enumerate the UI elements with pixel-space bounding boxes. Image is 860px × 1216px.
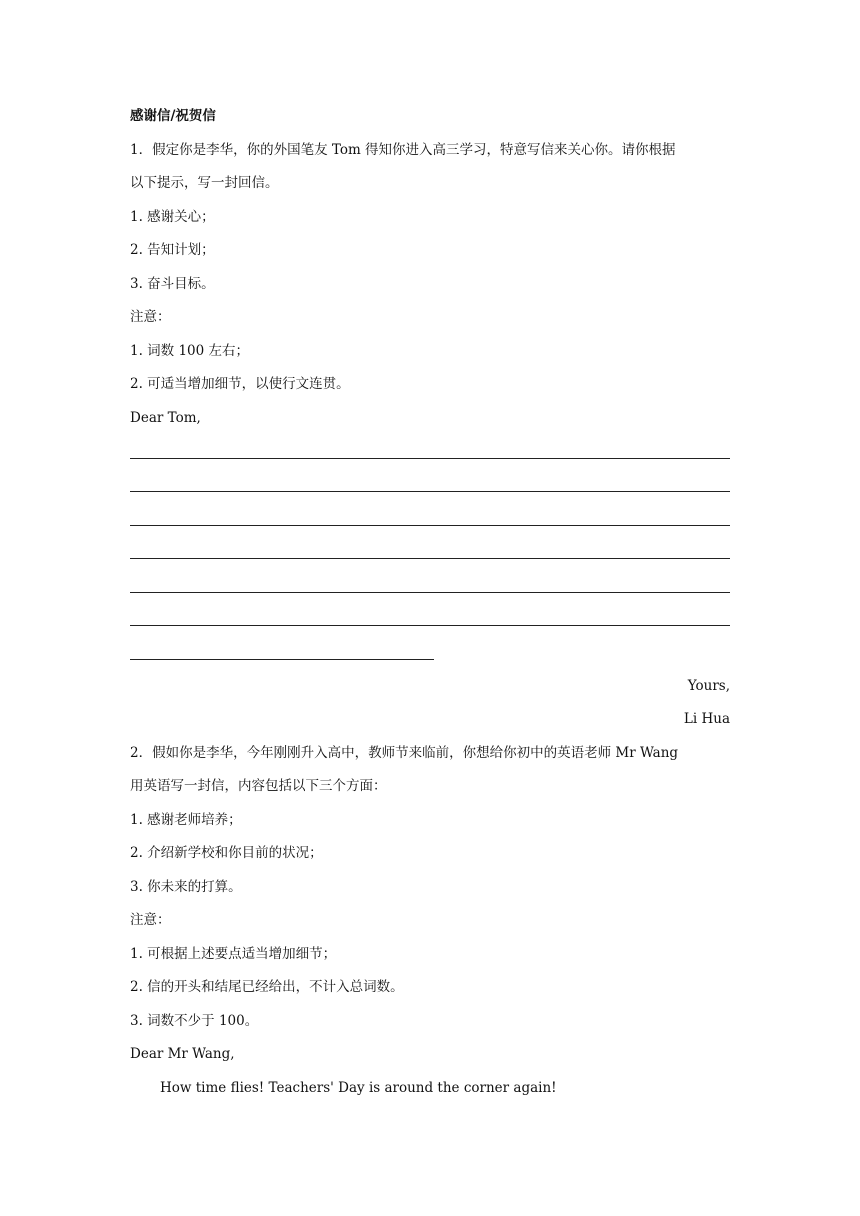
- q2-note-3: 3. 词数不少于 100。: [130, 1012, 259, 1029]
- q1-note-1: 1. 词数 100 左右；: [130, 342, 250, 359]
- q1-point-2: 2. 告知计划；: [130, 242, 215, 258]
- q1-salutation: Dear Tom,: [130, 409, 201, 426]
- q1-signature: Li Hua: [683, 711, 730, 727]
- q2-point-3: 3. 你未来的打算。: [130, 878, 242, 895]
- answer-line[interactable]: [130, 506, 730, 540]
- q1-closing: Yours,: [687, 677, 730, 694]
- answer-line[interactable]: [130, 540, 730, 574]
- answer-line-short[interactable]: [130, 640, 730, 674]
- q2-prompt-line1: 2．假如你是李华，今年刚刚升入高中，教师节来临前，你想给你初中的英语老师 Mr Wang: [130, 744, 679, 761]
- q1-prompt-line2: 以下提示，写一封回信。: [130, 175, 279, 191]
- q2-prompt-line2: 用英语写一封信，内容包括以下三个方面：: [130, 778, 387, 794]
- q1-point-3: 3. 奋斗目标。: [130, 275, 215, 292]
- q2-note-label: 注意：: [130, 912, 171, 928]
- q2-note-1: 1. 可根据上述要点适当增加细节；: [130, 945, 337, 962]
- answer-line[interactable]: [130, 607, 730, 641]
- q2-point-2: 2. 介绍新学校和你目前的状况；: [130, 845, 323, 861]
- q1-point-1: 1. 感谢关心；: [130, 208, 215, 225]
- q1-prompt-line1: 1．假定你是李华，你的外国笔友 Tom 得知你进入高三学习，特意写信来关心你。请你根据: [130, 141, 676, 158]
- q1-note-label: 注意：: [130, 309, 171, 325]
- document-content: [130, 104, 730, 1109]
- answer-line[interactable]: [130, 573, 730, 607]
- q2-opening-sentence: How time flies! Teachers' Day is around the corner again!: [160, 1079, 557, 1096]
- q1-note-2: 2. 可适当增加细节，以使行文连贯。: [130, 376, 350, 392]
- q2-point-1: 1. 感谢老师培养；: [130, 811, 242, 828]
- q2-salutation: Dear Mr Wang,: [130, 1046, 235, 1062]
- q2-note-2: 2. 信的开头和结尾已经给出，不计入总词数。: [130, 979, 404, 995]
- section-title: 感谢信/祝贺信: [130, 108, 216, 124]
- answer-line[interactable]: [130, 473, 730, 507]
- answer-line[interactable]: [130, 439, 730, 473]
